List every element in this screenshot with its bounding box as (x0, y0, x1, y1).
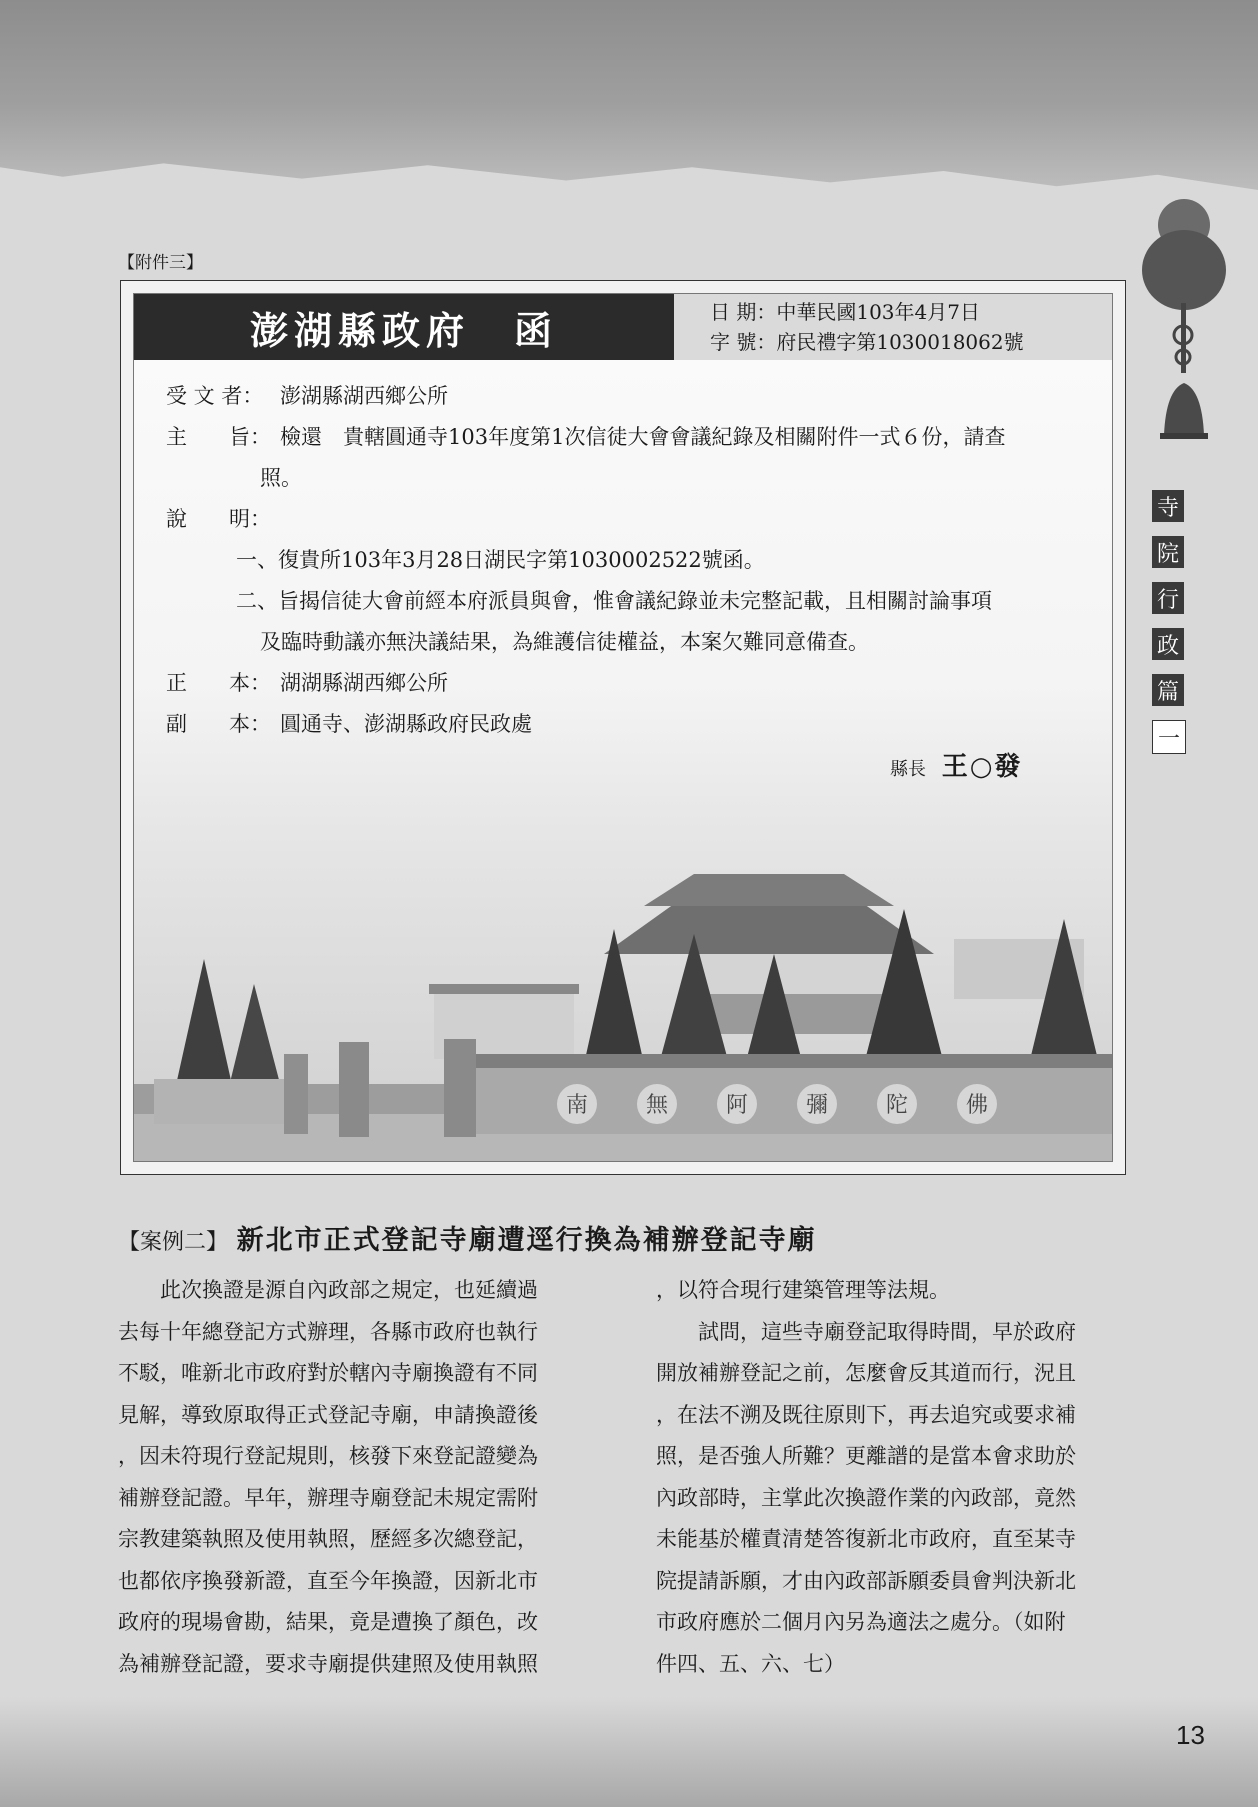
text-line: 此次換證是源自內政部之規定，也延續過 (160, 1278, 538, 1302)
side-title-char: 篇 (1152, 674, 1184, 706)
side-title-char: 寺 (1152, 490, 1184, 522)
attachment-label: 【附件三】 (118, 253, 203, 273)
wall-character: 佛 (965, 1093, 989, 1118)
letter-recipient-row (166, 376, 1086, 417)
text-line: ，在法不溯及既往原則下，再去追究或要求補 (656, 1402, 1076, 1427)
letter-date: 日 期：中華民國103年4月7日 (710, 300, 980, 324)
subject-label: 主 旨： (166, 425, 271, 449)
letter-header-title: 澎湖縣政府 函 (134, 294, 674, 360)
letter-explain-row (166, 499, 1086, 540)
text-line: 照，是否強人所難？更離譜的是當本會求助於 (656, 1444, 1076, 1468)
text-line: 政府的現場會勘，結果，竟是遭換了顏色，改 (118, 1610, 538, 1634)
explain-item-2: 二、旨揭信徒大會前經本府派員與會，惟會議紀錄並未完整記載，且相關討論事項 (236, 589, 992, 613)
recipient-label: 受 文 者： (166, 384, 264, 408)
explain-item-2-cont: 及臨時動議亦無決議結果，為維護信徒權益，本案欠難同意備查。 (260, 630, 869, 654)
cc-label: 副 本： (166, 712, 271, 736)
subject-line: 照。 (260, 466, 302, 490)
text-line: 試問，這些寺廟登記取得時間，早於政府 (698, 1319, 1076, 1344)
letter-header-meta (674, 294, 1112, 360)
letter-subject-row (166, 417, 1086, 458)
text-line: 開放補辦登記之前，怎麼會反其道而行，況且 (656, 1361, 1076, 1385)
wall-character: 無 (645, 1093, 669, 1118)
wall-character: 南 (565, 1093, 589, 1118)
case-title: 新北市正式登記寺廟遭逕行換為補辦登記寺廟 (236, 1225, 817, 1256)
temple-photo (134, 814, 1112, 1161)
case-bracket-label: 【案例二】 (118, 1230, 229, 1255)
cc-value: 圓通寺、澎湖縣政府民政處 (280, 712, 532, 736)
text-line: 去每十年總登記方式辦理，各縣市政府也執行 (118, 1319, 538, 1344)
section-side-title (1152, 490, 1186, 768)
text-line: 為補辦登記證，要求寺廟提供建照及使用執照 (118, 1651, 538, 1676)
official-letter-frame (120, 280, 1126, 1175)
recipient-value: 澎湖縣湖西鄉公所 (280, 384, 448, 408)
text-line: 件四、五、六、七） (656, 1651, 845, 1676)
letter-body (166, 376, 1086, 745)
text-line: 內政部時，主掌此次換證作業的內政部，竟然 (656, 1485, 1076, 1510)
signature-title: 縣長 (890, 759, 926, 780)
text-line: 見解，導致原取得正式登記寺廟，申請換證後 (118, 1402, 538, 1427)
main-copy-label: 正 本： (166, 671, 271, 695)
case-heading (118, 1218, 817, 1257)
wall-character: 阿 (725, 1093, 749, 1118)
side-title-char: 政 (1152, 628, 1184, 660)
letter-number: 字 號：府民禮字第1030018062號 (710, 330, 1024, 354)
main-copy-value: 湖湖縣湖西鄉公所 (280, 671, 448, 695)
signature-name: 王○發 (941, 752, 1023, 782)
side-title-char: 一 (1152, 720, 1186, 754)
subject-line: 檢還 貴轄圓通寺103年度第1次信徒大會會議紀錄及相關附件一式６份，請查 (280, 425, 1006, 449)
text-line: ，因未符現行登記規則，核發下來登記證變為 (118, 1444, 538, 1468)
wall-character: 彌 (805, 1093, 829, 1118)
page-number: 13 (1176, 1720, 1205, 1750)
right-text-column (656, 1270, 1130, 1685)
text-line: 也都依序換發新證，直至今年換證，因新北市 (118, 1568, 538, 1593)
text-line: 未能基於權責清楚答復新北市政府，直至某寺 (656, 1527, 1076, 1551)
official-letter (133, 293, 1113, 1162)
side-title-char: 院 (1152, 536, 1184, 568)
side-title-char: 行 (1152, 582, 1184, 614)
text-line: 院提請訴願，才由內政部訴願委員會判決新北 (656, 1568, 1076, 1593)
explain-item-1: 一、復貴所103年3月28日湖民字第1030002522號函。 (236, 548, 765, 572)
letter-cc-row (166, 704, 1086, 745)
text-line: 補辦登記證。早年，辦理寺廟登記未規定需附 (118, 1485, 538, 1510)
text-line: ，以符合現行建築管理等法規。 (656, 1278, 950, 1302)
text-line: 不駁，唯新北市政府對於轄內寺廟換證有不同 (118, 1361, 538, 1385)
letter-main-copy-row (166, 663, 1086, 704)
ink-wash-footer-band (0, 1697, 1258, 1807)
wall-character: 陀 (885, 1093, 909, 1118)
ink-wash-header-band (0, 0, 1258, 190)
text-line: 宗教建築執照及使用執照，歷經多次總登記， (118, 1527, 538, 1551)
gourd-bell-ornament-icon (1126, 185, 1236, 465)
left-text-column (118, 1270, 592, 1685)
explain-label: 說 明： (166, 507, 271, 531)
text-line: 市政府應於二個月內另為適法之處分。（如附 (656, 1610, 1066, 1634)
signature (890, 746, 1022, 783)
